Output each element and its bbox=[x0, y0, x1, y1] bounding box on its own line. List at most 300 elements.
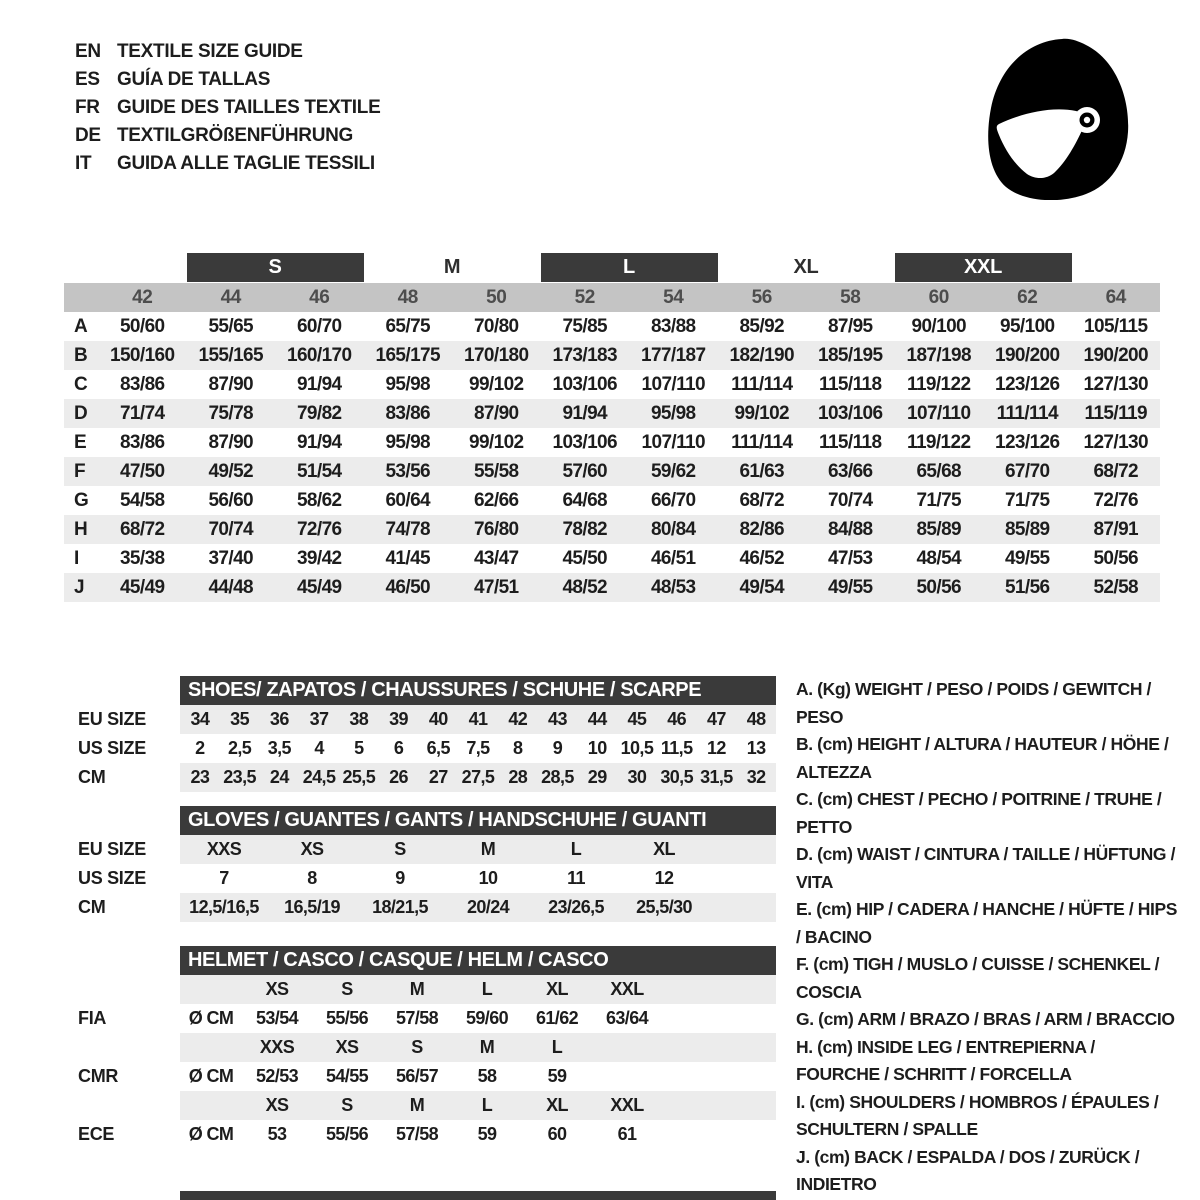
size-cell: 46/51 bbox=[650, 547, 696, 569]
size-cell: 47/50 bbox=[119, 460, 165, 482]
size-cell: 64/68 bbox=[562, 489, 608, 511]
size-value-cell: XXS bbox=[206, 839, 242, 859]
measure-row-c bbox=[64, 370, 1160, 399]
size-cell: 95/98 bbox=[385, 373, 431, 395]
helmet-size-value: 57/58 bbox=[395, 1124, 439, 1144]
helmet-size-value: 63/64 bbox=[605, 1008, 649, 1028]
size-value-cell: 11,5 bbox=[660, 738, 693, 758]
size-cell: 76/80 bbox=[473, 518, 519, 540]
shoes-eu-cells bbox=[180, 705, 776, 734]
gloves-us-cells bbox=[180, 864, 776, 893]
size-cell: 50/56 bbox=[916, 576, 962, 598]
size-value-cell: 44 bbox=[587, 709, 607, 729]
size-cell: 70/74 bbox=[827, 489, 873, 511]
gloves-section-header-bar: GLOVES / GUANTES / GANTS / HANDSCHUHE / GUANTI bbox=[180, 806, 776, 835]
size-value-cell: 16,5/19 bbox=[284, 897, 340, 917]
language-list bbox=[75, 38, 380, 178]
row-label-spacer bbox=[64, 1091, 180, 1120]
size-cell: 115/119 bbox=[1084, 402, 1147, 424]
row-label-us-size: US SIZE bbox=[78, 868, 146, 888]
numeric-size: 44 bbox=[220, 286, 241, 308]
size-cell: 119/122 bbox=[907, 431, 971, 453]
shoes-section-header-bar: SHOES/ ZAPATOS / CHAUSSURES / SCHUHE / SCARPE bbox=[180, 676, 776, 705]
size-cell: 45/50 bbox=[562, 547, 608, 569]
size-cell: 48/54 bbox=[916, 547, 962, 569]
helmet-size-label: L bbox=[481, 1095, 493, 1115]
language-code: DE bbox=[75, 125, 101, 146]
size-value-cell: 7 bbox=[219, 868, 229, 888]
size-value-cell: 37 bbox=[309, 709, 329, 729]
measure-row-b bbox=[64, 341, 1160, 370]
size-cell: 111/114 bbox=[731, 431, 793, 453]
language-code: FR bbox=[75, 97, 100, 118]
helmet-size-label: S bbox=[411, 1037, 423, 1057]
size-value-cell: 8 bbox=[307, 868, 317, 888]
measure-row-f bbox=[64, 457, 1160, 486]
size-cell: 84/88 bbox=[827, 518, 873, 540]
size-group-m: M bbox=[443, 256, 461, 278]
language-code: ES bbox=[75, 69, 100, 90]
helmet-size-label: S bbox=[341, 1095, 353, 1115]
size-cell: 72/76 bbox=[296, 518, 342, 540]
size-cell: 107/110 bbox=[641, 431, 705, 453]
size-group-xxl: XXL bbox=[895, 253, 1072, 282]
size-cell: 56/60 bbox=[208, 489, 254, 511]
numeric-size: 54 bbox=[663, 286, 684, 308]
size-value-cell: 29 bbox=[587, 767, 607, 787]
size-value-cell: 13 bbox=[746, 738, 766, 758]
helmet-size-label: M bbox=[409, 1095, 425, 1115]
legend-item-e: E. (cm) HIP / CADERA / HANCHE / HÜFTE / HIPS / BACINO bbox=[796, 899, 1178, 947]
size-value-cell: 12 bbox=[654, 868, 674, 888]
row-label-cm: CM bbox=[78, 897, 106, 917]
size-cell: 83/86 bbox=[119, 373, 165, 395]
size-cell: 59/62 bbox=[650, 460, 696, 482]
helmet-standard-row-cmr bbox=[64, 1062, 776, 1091]
row-letter: F bbox=[74, 460, 86, 482]
numeric-size: 60 bbox=[928, 286, 949, 308]
helmet-size-value: 55/56 bbox=[325, 1008, 369, 1028]
shoes-eu-row bbox=[64, 705, 776, 734]
helmet-size-label: XL bbox=[546, 1095, 568, 1115]
legend-item-g: G. (cm) ARM / BRAZO / BRAS / ARM / BRACCIO bbox=[796, 1009, 1175, 1029]
size-cell: 68/72 bbox=[1093, 460, 1139, 482]
helmet-size-value: 58 bbox=[477, 1066, 497, 1086]
helmet-size-label: L bbox=[551, 1037, 563, 1057]
size-cell: 103/106 bbox=[552, 373, 617, 395]
size-cell: 111/114 bbox=[996, 402, 1058, 424]
size-cell: 71/75 bbox=[1004, 489, 1050, 511]
size-value-cell: 11 bbox=[567, 868, 585, 888]
language-row bbox=[75, 94, 380, 122]
size-cell: 49/55 bbox=[1004, 547, 1050, 569]
helmet-size-label: XS bbox=[265, 1095, 289, 1115]
size-cell: 103/106 bbox=[552, 431, 617, 453]
helmet-size-labels bbox=[180, 1033, 776, 1062]
size-cell: 85/92 bbox=[739, 315, 785, 337]
size-value-cell: 8 bbox=[513, 738, 523, 758]
measure-row-i bbox=[64, 544, 1160, 573]
numeric-size: 48 bbox=[397, 286, 418, 308]
size-cell: 150/160 bbox=[110, 344, 175, 366]
size-cell: 72/76 bbox=[1093, 489, 1139, 511]
helmet-size-label: M bbox=[479, 1037, 495, 1057]
size-value-cell: 38 bbox=[349, 709, 369, 729]
size-cell: 65/68 bbox=[916, 460, 962, 482]
size-cell: 91/94 bbox=[296, 431, 342, 453]
size-cell: 177/187 bbox=[641, 344, 706, 366]
size-value-cell: 35 bbox=[230, 709, 249, 729]
size-value-cell: 2,5 bbox=[227, 738, 252, 758]
size-cell: 119/122 bbox=[907, 373, 971, 395]
helmet-sizes-row bbox=[64, 975, 776, 1004]
numeric-size: 46 bbox=[309, 286, 330, 308]
size-value-cell: 27,5 bbox=[461, 767, 495, 787]
helmet-standards-rows bbox=[64, 975, 776, 1149]
size-cell: 55/65 bbox=[208, 315, 254, 337]
size-value-cell: 9 bbox=[552, 738, 563, 758]
size-value-cell: 7,5 bbox=[466, 738, 490, 758]
legend-item-f: F. (cm) TIGH / MUSLO / CUISSE / SCHENKEL / COSCIA bbox=[796, 954, 1160, 1002]
size-cell: 87/91 bbox=[1093, 518, 1139, 540]
helmet-size-label: XL bbox=[546, 979, 568, 999]
size-cell: 99/102 bbox=[734, 402, 789, 424]
helmet-size-values bbox=[180, 1062, 776, 1091]
measure-row-d bbox=[64, 399, 1160, 428]
size-cell: 48/53 bbox=[650, 576, 696, 598]
size-value-cell: 10 bbox=[478, 868, 498, 888]
numeric-size: 42 bbox=[132, 286, 153, 308]
unit-spacer bbox=[180, 1091, 242, 1120]
size-group-header-row bbox=[64, 253, 1160, 282]
size-value-cell: 23,5 bbox=[223, 767, 256, 787]
size-cell: 115/118 bbox=[819, 373, 882, 395]
helmet-size-value: 59 bbox=[477, 1124, 497, 1144]
helmet-size-value bbox=[592, 1062, 662, 1091]
size-cell: 87/90 bbox=[473, 402, 519, 424]
legend-item-i: I. (cm) SHOULDERS / HOMBROS / ÉPAULES / SCHULTERN / SPALLE bbox=[796, 1091, 1159, 1139]
size-cell: 37/40 bbox=[208, 547, 254, 569]
size-cell: 87/90 bbox=[208, 431, 254, 453]
language-code: EN bbox=[75, 41, 101, 62]
shoes-cm-row bbox=[64, 763, 776, 792]
measure-row-e bbox=[64, 428, 1160, 457]
cutoff-section-bar bbox=[180, 1191, 776, 1200]
size-cell: 182/190 bbox=[729, 344, 794, 366]
size-cell: 62/66 bbox=[473, 489, 519, 511]
row-letter: H bbox=[74, 518, 88, 540]
helmet-size-value: 59/60 bbox=[465, 1008, 509, 1028]
size-cell: 165/175 bbox=[375, 344, 440, 366]
helmet-size-value: 53/54 bbox=[255, 1008, 299, 1028]
helmet-section bbox=[64, 946, 776, 1149]
row-letter: I bbox=[74, 547, 79, 569]
unit-spacer bbox=[180, 975, 242, 1004]
measure-row-a bbox=[64, 312, 1160, 341]
size-value-cell: 32 bbox=[746, 767, 766, 787]
size-cell: 127/130 bbox=[1083, 431, 1148, 453]
size-cell: 123/126 bbox=[995, 431, 1060, 453]
size-value-cell: 47 bbox=[706, 709, 726, 729]
helmet-size-values bbox=[180, 1004, 776, 1033]
size-value-cell: 23/26,5 bbox=[548, 897, 604, 917]
size-value-cell: 36 bbox=[269, 709, 289, 729]
size-value-cell: 27 bbox=[428, 767, 448, 787]
size-cell: 95/100 bbox=[999, 315, 1055, 337]
helmet-size-label: XXS bbox=[259, 1037, 295, 1057]
size-cell: 74/78 bbox=[385, 518, 431, 540]
size-value-cell: 10,5 bbox=[620, 738, 654, 758]
size-value-cell: 23 bbox=[190, 767, 210, 787]
diameter-unit-label: Ø CM bbox=[188, 1008, 234, 1028]
row-label-spacer bbox=[64, 975, 180, 1004]
size-value-cell: 12 bbox=[706, 738, 726, 758]
size-cell: 91/94 bbox=[296, 373, 342, 395]
legend-item-a: A. (Kg) WEIGHT / PESO / POIDS / GEWITCH / PESO bbox=[796, 679, 1151, 727]
legend-item-c: C. (cm) CHEST / PECHO / POITRINE / TRUHE / PETTO bbox=[796, 789, 1162, 837]
size-cell: 43/47 bbox=[473, 547, 519, 569]
size-value-cell: 39 bbox=[389, 709, 408, 729]
language-row bbox=[75, 66, 380, 94]
diameter-unit-label: Ø CM bbox=[188, 1124, 234, 1144]
size-cell: 187/198 bbox=[906, 344, 971, 366]
size-value-cell: 28,5 bbox=[541, 767, 574, 787]
row-label-eu-size: EU SIZE bbox=[78, 709, 146, 729]
size-cell: 75/78 bbox=[208, 402, 254, 424]
row-letter: D bbox=[74, 402, 88, 424]
helmet-size-value: 55/56 bbox=[325, 1124, 369, 1144]
row-label-spacer bbox=[64, 1033, 180, 1062]
size-cell: 39/42 bbox=[296, 547, 342, 569]
size-cell: 83/88 bbox=[650, 315, 696, 337]
row-letter: C bbox=[74, 373, 88, 395]
size-value-cell: 25,5/30 bbox=[636, 897, 692, 917]
size-cell: 68/72 bbox=[739, 489, 785, 511]
row-letter: G bbox=[74, 489, 89, 511]
language-row bbox=[75, 38, 380, 66]
size-cell: 41/45 bbox=[385, 547, 431, 569]
helmet-sizes-row bbox=[64, 1091, 776, 1120]
row-label-eu-size: EU SIZE bbox=[78, 839, 146, 859]
language-row bbox=[75, 150, 380, 178]
size-cell: 49/55 bbox=[827, 576, 873, 598]
size-cell: 70/74 bbox=[208, 518, 254, 540]
numeric-size: 62 bbox=[1017, 286, 1038, 308]
size-value-cell: S bbox=[394, 839, 406, 859]
size-cell: 68/72 bbox=[119, 518, 165, 540]
size-cell: 67/70 bbox=[1004, 460, 1050, 482]
size-cell: 99/102 bbox=[468, 431, 524, 453]
helmet-standard-row-fia bbox=[64, 1004, 776, 1033]
row-label-fia: FIA bbox=[78, 1008, 107, 1028]
size-value-cell: 45 bbox=[627, 709, 647, 729]
racing-helmet-icon bbox=[982, 36, 1132, 200]
size-cell: 66/70 bbox=[650, 489, 696, 511]
size-group-l: L bbox=[541, 253, 718, 282]
measure-row-g bbox=[64, 486, 1160, 515]
size-group-xl: XL bbox=[793, 256, 819, 278]
row-label-ece: ECE bbox=[78, 1124, 115, 1144]
size-cell: 190/200 bbox=[1083, 344, 1148, 366]
numeric-size: 50 bbox=[486, 286, 507, 308]
size-cell: 63/66 bbox=[827, 460, 873, 482]
size-cell: 71/74 bbox=[119, 402, 165, 424]
shoes-us-cells bbox=[180, 734, 776, 763]
helmet-sizes-row bbox=[64, 1033, 776, 1062]
size-cell: 46/50 bbox=[385, 576, 431, 598]
legend-item-j: J. (cm) BACK / ESPALDA / DOS / ZURÜCK / INDIETRO bbox=[796, 1146, 1140, 1194]
size-cell: 51/54 bbox=[296, 460, 342, 482]
row-letter: A bbox=[74, 315, 88, 337]
size-cell: 47/53 bbox=[827, 547, 873, 569]
size-value-cell: 20/24 bbox=[466, 897, 510, 917]
gloves-section bbox=[64, 806, 776, 922]
legend-item-h: H. (cm) INSIDE LEG / ENTREPIERNA / FOURCHE / SCHRITT / FORCELLA bbox=[796, 1036, 1095, 1084]
band-spacer bbox=[64, 283, 98, 312]
row-label-cmr: CMR bbox=[78, 1066, 119, 1086]
size-cell: 83/86 bbox=[119, 431, 165, 453]
size-cell: 49/54 bbox=[739, 576, 785, 598]
measurement-legend bbox=[796, 676, 1178, 1199]
helmet-size-value: 61/62 bbox=[535, 1008, 579, 1028]
numeric-size: 58 bbox=[840, 286, 861, 308]
size-value-cell: 3,5 bbox=[267, 738, 291, 758]
size-value-cell: 28 bbox=[508, 767, 528, 787]
size-cell: 127/130 bbox=[1083, 373, 1148, 395]
size-value-cell: 4 bbox=[314, 738, 324, 758]
helmet-size-value: 54/55 bbox=[325, 1066, 369, 1086]
helmet-section-header-bar: HELMET / CASCO / CASQUE / HELM / CASCO bbox=[180, 946, 776, 975]
size-value-cell: 9 bbox=[395, 868, 405, 888]
size-cell: 79/82 bbox=[296, 402, 342, 424]
language-label: GUÍA DE TALLAS bbox=[117, 69, 271, 90]
size-cell: 111/114 bbox=[731, 373, 793, 395]
size-value-cell: 6 bbox=[393, 738, 404, 758]
size-cell: 58/62 bbox=[296, 489, 342, 511]
size-cell: 82/86 bbox=[739, 518, 785, 540]
helmet-size-label bbox=[592, 1033, 662, 1062]
size-cell: 185/195 bbox=[818, 344, 883, 366]
size-value-cell: XL bbox=[653, 839, 675, 859]
shoes-us-row bbox=[64, 734, 776, 763]
size-cell: 47/51 bbox=[473, 576, 519, 598]
shoes-cm-cells bbox=[180, 763, 776, 792]
helmet-size-value: 59 bbox=[547, 1066, 567, 1086]
helmet-size-value: 53 bbox=[267, 1124, 287, 1144]
language-label: GUIDA ALLE TAGLIE TESSILI bbox=[117, 153, 375, 174]
row-label-us-size: US SIZE bbox=[78, 738, 146, 758]
size-value-cell: 30 bbox=[627, 767, 647, 787]
size-cell: 71/75 bbox=[916, 489, 962, 511]
helmet-size-value: 57/58 bbox=[395, 1008, 439, 1028]
legend-item-d: D. (cm) WAIST / CINTURA / TAILLE / HÜFTUNG / VITA bbox=[796, 844, 1176, 892]
size-cell: 49/52 bbox=[208, 460, 254, 482]
size-value-cell: 41 bbox=[468, 709, 488, 729]
helmet-size-value: 60 bbox=[547, 1124, 567, 1144]
helmet-size-label: L bbox=[481, 979, 493, 999]
helmet-size-value: 61 bbox=[617, 1124, 637, 1144]
size-value-cell: 24,5 bbox=[302, 767, 336, 787]
language-row bbox=[75, 122, 380, 150]
size-cell: 87/90 bbox=[208, 373, 254, 395]
size-cell: 60/64 bbox=[385, 489, 431, 511]
numeric-size: 64 bbox=[1105, 286, 1126, 308]
helmet-size-value: 52/53 bbox=[255, 1066, 299, 1086]
size-value-cell: 34 bbox=[190, 709, 210, 729]
size-cell: 103/106 bbox=[818, 402, 883, 424]
measure-row-h bbox=[64, 515, 1160, 544]
size-value-cell: 43 bbox=[548, 709, 567, 729]
size-cell: 115/118 bbox=[819, 431, 882, 453]
size-cell: 60/70 bbox=[296, 315, 342, 337]
helmet-size-label: XS bbox=[265, 979, 289, 999]
size-value-cell: 24 bbox=[269, 767, 289, 787]
gloves-eu-row bbox=[64, 835, 776, 864]
gloves-cm-row bbox=[64, 893, 776, 922]
size-cell: 85/89 bbox=[916, 518, 962, 540]
size-value-cell: 10 bbox=[587, 738, 607, 758]
language-code: IT bbox=[75, 153, 92, 174]
size-cell: 65/75 bbox=[385, 315, 431, 337]
helmet-size-label: XS bbox=[335, 1037, 359, 1057]
size-group-s: S bbox=[187, 253, 364, 282]
size-cell: 44/48 bbox=[208, 576, 254, 598]
helmet-size-values bbox=[180, 1120, 776, 1149]
helmet-size-label: XXL bbox=[610, 979, 644, 999]
size-cell: 85/89 bbox=[1004, 518, 1050, 540]
size-value-cell: 25,5 bbox=[342, 767, 376, 787]
shoes-section bbox=[64, 676, 776, 792]
language-label: TEXTILE SIZE GUIDE bbox=[117, 41, 303, 62]
legend-item-b: B. (cm) HEIGHT / ALTURA / HAUTEUR / HÖHE / ALTEZZA bbox=[796, 734, 1169, 782]
row-label-cm: CM bbox=[78, 767, 106, 787]
size-cell: 52/58 bbox=[1093, 576, 1139, 598]
size-value-cell: 26 bbox=[389, 767, 408, 787]
size-value-cell: XS bbox=[300, 839, 324, 859]
numeric-size: 52 bbox=[574, 286, 595, 308]
row-letter: B bbox=[74, 344, 88, 366]
size-cell: 160/170 bbox=[287, 344, 352, 366]
row-letter: E bbox=[74, 431, 87, 453]
row-letter: J bbox=[74, 576, 85, 598]
gloves-cm-cells bbox=[180, 893, 776, 922]
size-cell: 55/58 bbox=[473, 460, 519, 482]
size-cell: 48/52 bbox=[562, 576, 608, 598]
size-value-cell: 6,5 bbox=[426, 738, 450, 758]
size-cell: 45/49 bbox=[119, 576, 165, 598]
helmet-standard-row-ece bbox=[64, 1120, 776, 1149]
size-cell: 173/183 bbox=[552, 344, 617, 366]
language-label: GUIDE DES TAILLES TEXTILE bbox=[117, 97, 381, 118]
size-value-cell: 48 bbox=[746, 709, 766, 729]
size-value-cell: 30,5 bbox=[660, 767, 693, 787]
size-cell: 107/110 bbox=[641, 373, 705, 395]
size-cell: 78/82 bbox=[562, 518, 608, 540]
size-value-cell: 12,5/16,5 bbox=[189, 897, 259, 917]
size-cell: 35/38 bbox=[119, 547, 165, 569]
size-cell: 46/52 bbox=[739, 547, 785, 569]
helmet-size-labels bbox=[180, 975, 776, 1004]
helmet-size-label: XXL bbox=[610, 1095, 644, 1115]
size-value-cell: 46 bbox=[667, 709, 687, 729]
unit-spacer bbox=[180, 1033, 242, 1062]
apparel-size-table bbox=[64, 253, 1160, 602]
size-cell: 83/86 bbox=[385, 402, 431, 424]
size-cell: 99/102 bbox=[468, 373, 524, 395]
measure-row-j bbox=[64, 573, 1160, 602]
size-cell: 190/200 bbox=[995, 344, 1060, 366]
size-cell: 105/115 bbox=[1084, 315, 1148, 337]
